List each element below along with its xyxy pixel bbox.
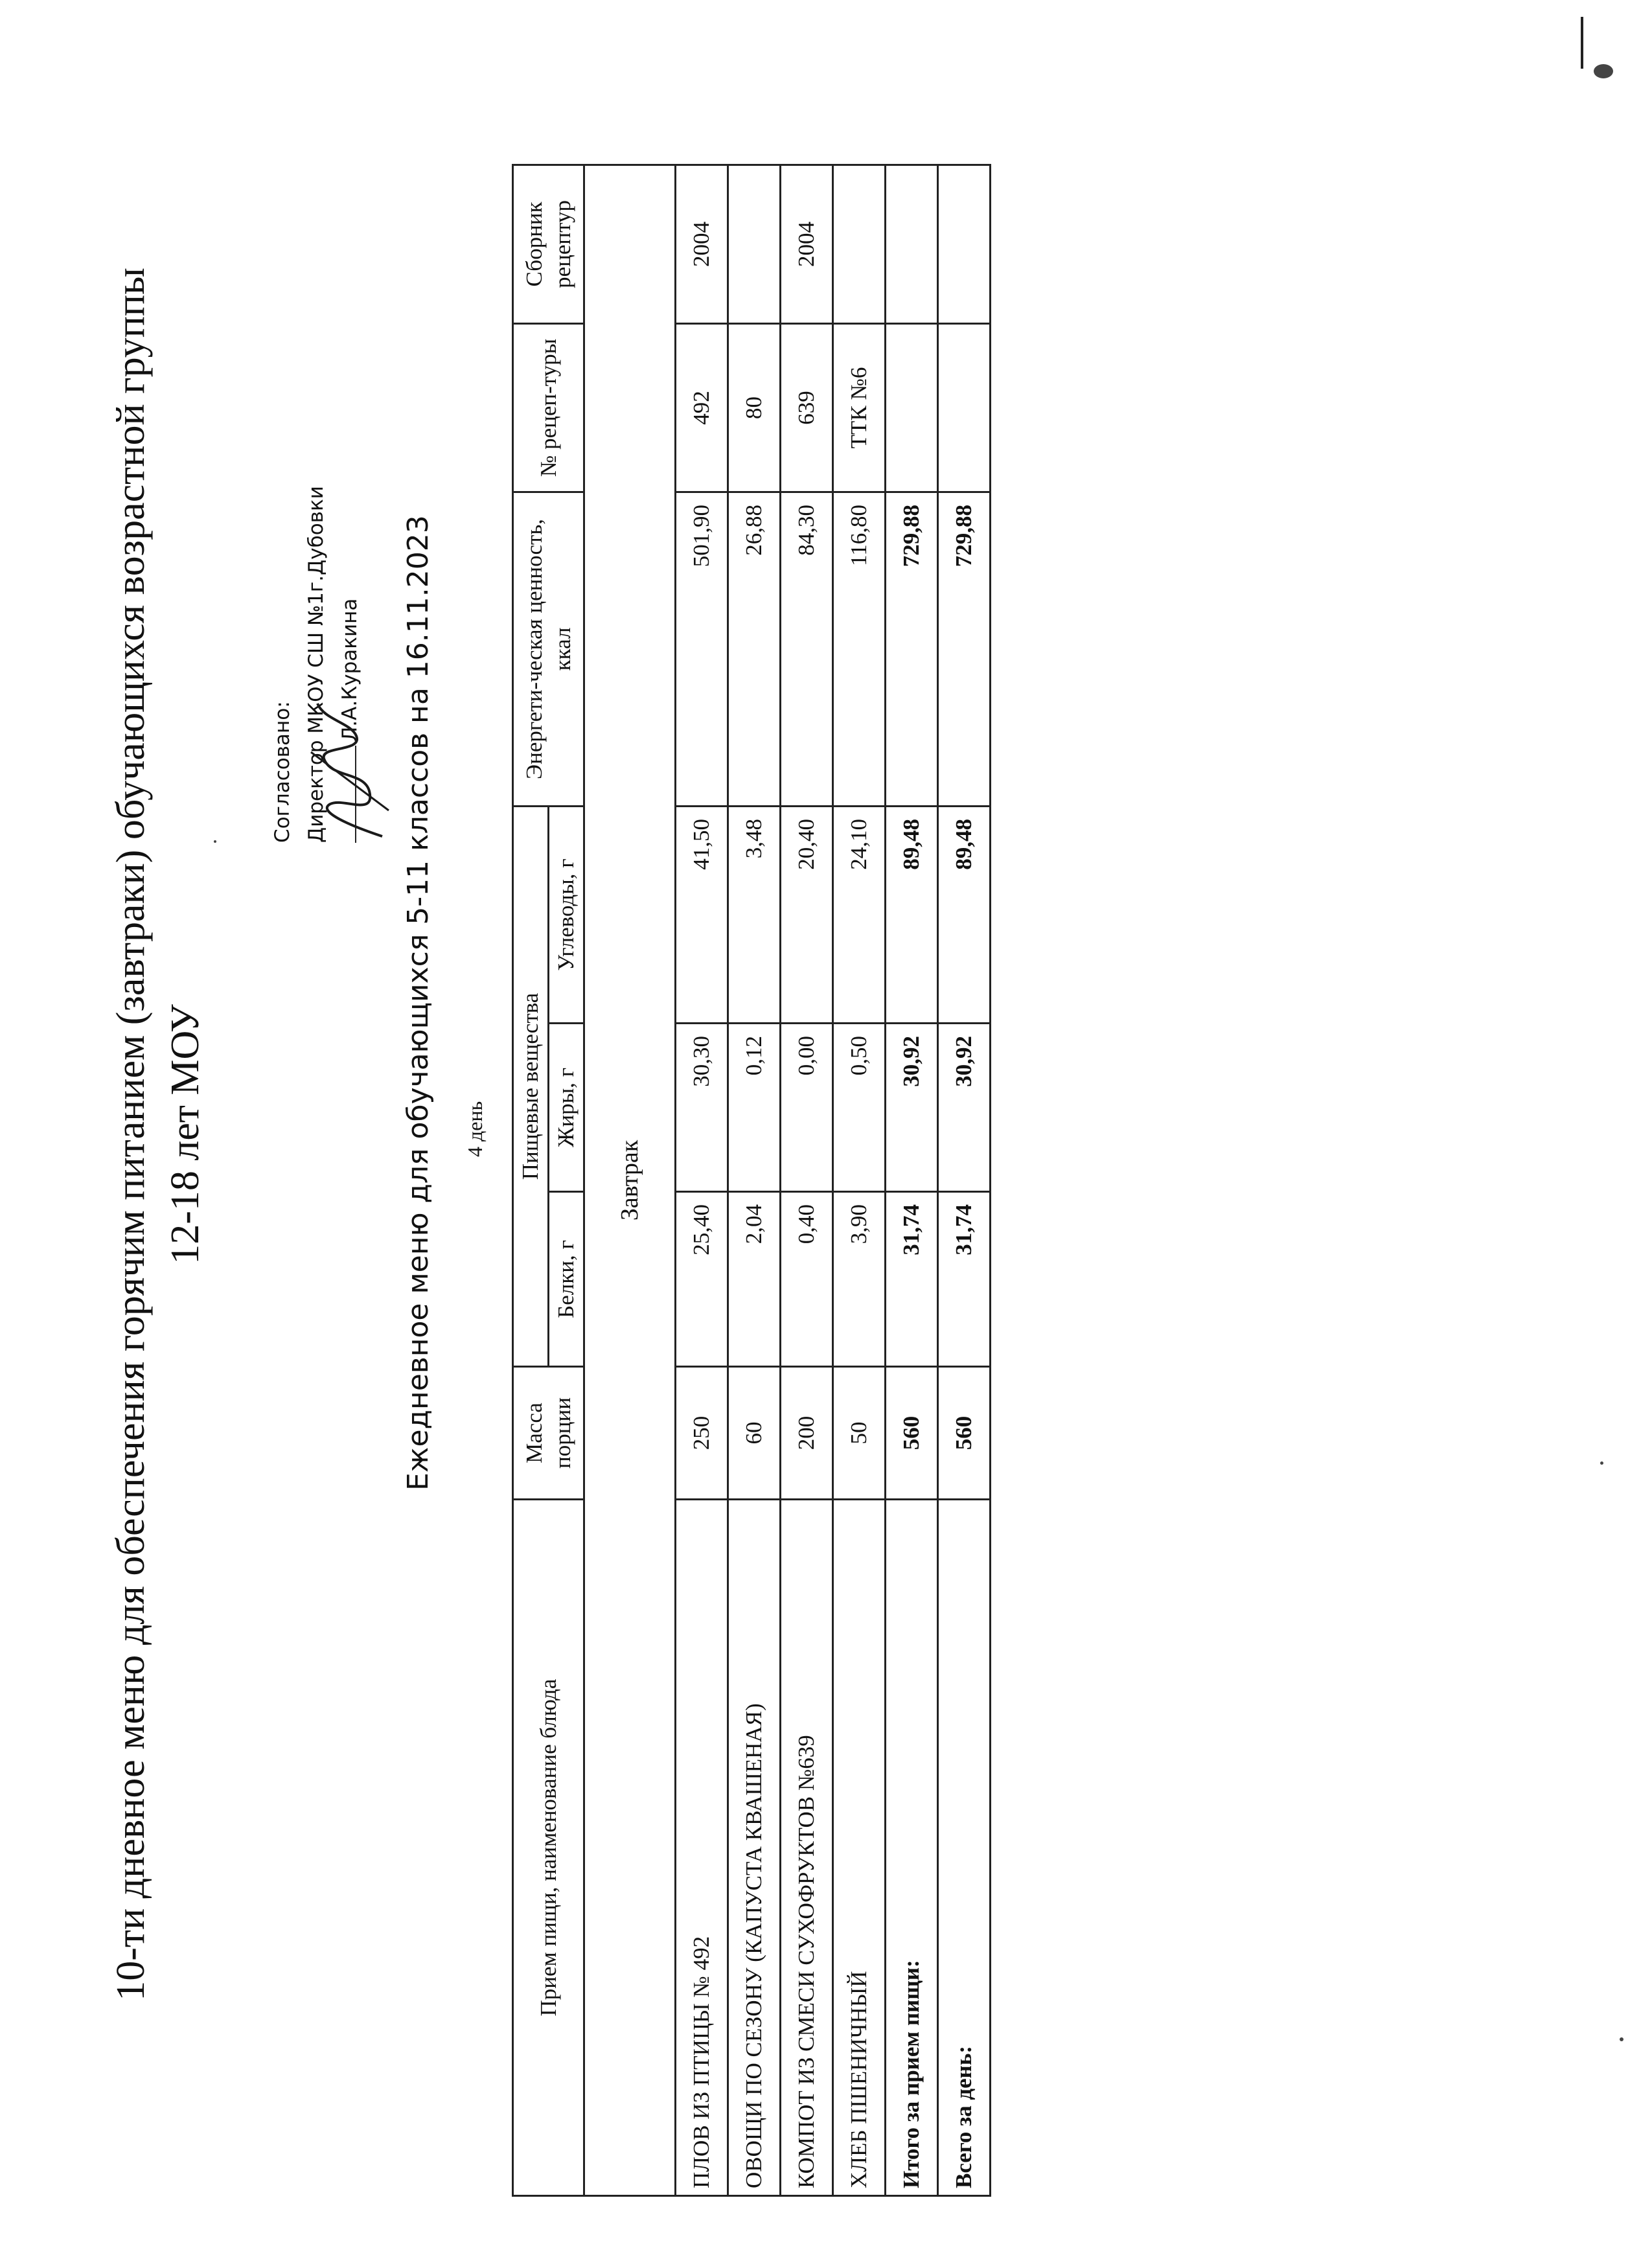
cell-energy: 729,88	[938, 492, 991, 806]
title-line-2: 12-18 лет МОУ	[163, 1004, 207, 1265]
cell-carbs: 41,50	[676, 806, 728, 1023]
table-row	[728, 165, 781, 2195]
cell-recipe	[938, 323, 991, 492]
cell-mass: 50	[833, 1367, 886, 1500]
approval-position: Директор МКОУ СШ №1г.Дубовки	[304, 486, 328, 843]
cell-protein: 0,40	[781, 1192, 833, 1367]
cell-fat: 0,50	[833, 1024, 886, 1192]
section-label: Завтрак	[584, 165, 676, 2195]
document-title	[104, 46, 212, 2223]
cell-carbs: 20,40	[781, 806, 833, 1023]
cell-mass: 60	[728, 1367, 781, 1500]
cell-carbs: 3,48	[728, 806, 781, 1023]
cell-recipe: 80	[728, 323, 781, 492]
table-row	[676, 165, 728, 2195]
cell-recipe: 492	[676, 323, 728, 492]
section-row	[584, 165, 676, 2195]
cell-protein: 31,74	[886, 1192, 938, 1367]
cell-mass: 560	[938, 1367, 991, 1500]
cell-recipe	[886, 323, 938, 492]
approval-signer: Л.А.Куракина	[338, 598, 361, 742]
header-protein: Белки, г	[549, 1192, 584, 1367]
header-fat: Жиры, г	[549, 1024, 584, 1192]
cell-energy: 116,80	[833, 492, 886, 806]
header-nutrients: Пищевые вещества	[513, 806, 549, 1366]
cell-mass: 200	[781, 1367, 833, 1500]
cell-fat: 0,00	[781, 1024, 833, 1192]
cell-protein: 3,90	[833, 1192, 886, 1367]
title-line-1: 10-ти дневное меню для обеспечения горячим питанием (завтраки) обучающихся возрастной группы	[109, 268, 153, 2001]
cell-carbs: 89,48	[938, 806, 991, 1023]
cell-mass: 560	[886, 1367, 938, 1500]
header-collection: Сборник рецептур	[513, 165, 584, 323]
cell-recipe: ТТК №6	[833, 323, 886, 492]
cell-fat: 30,92	[938, 1024, 991, 1192]
scan-speck	[1600, 1461, 1603, 1465]
cell-mass: 250	[676, 1367, 728, 1500]
cell-collection	[886, 165, 938, 323]
approval-label: Согласовано:	[271, 701, 294, 843]
cell-energy: 84,30	[781, 492, 833, 806]
cell-energy: 26,88	[728, 492, 781, 806]
cell-protein: 25,40	[676, 1192, 728, 1367]
cell-name: ПЛОВ ИЗ ПТИЦЫ № 492	[676, 1500, 728, 2196]
cell-collection: 2004	[781, 165, 833, 323]
cell-fat: 0,12	[728, 1024, 781, 1192]
cell-energy: 501,90	[676, 492, 728, 806]
cell-name: Итого за прием пищи:	[886, 1500, 938, 2196]
daily-menu-title: Ежедневное меню для обучающихся 5-11 классов на 16.11.2023	[402, 515, 435, 1491]
header-row-1	[513, 165, 549, 2195]
cell-fat: 30,92	[886, 1024, 938, 1192]
scan-speck	[214, 840, 216, 843]
total-row	[938, 165, 991, 2195]
header-meal: Прием пищи, наименование блюда	[513, 1500, 584, 2196]
cell-fat: 30,30	[676, 1024, 728, 1192]
header-energy: Энергети-ческая ценность, ккал	[513, 492, 584, 806]
cell-name: ОВОЩИ ПО СЕЗОНУ (КАПУСТА КВАШЕНАЯ)	[728, 1500, 781, 2196]
cell-energy: 729,88	[886, 492, 938, 806]
cell-protein: 2,04	[728, 1192, 781, 1367]
cell-carbs: 89,48	[886, 806, 938, 1023]
cell-protein: 31,74	[938, 1192, 991, 1367]
scan-edge-mark	[1581, 17, 1583, 69]
day-label: 4 день	[463, 1101, 487, 1157]
cell-collection	[938, 165, 991, 323]
scan-speck	[1594, 64, 1613, 78]
cell-name: Всего за день:	[938, 1500, 991, 2196]
table-row	[833, 165, 886, 2195]
cell-recipe: 639	[781, 323, 833, 492]
cell-collection	[833, 165, 886, 323]
signature-mark-icon	[304, 694, 402, 849]
header-recipe-no: № рецеп-туры	[513, 323, 584, 492]
cell-carbs: 24,10	[833, 806, 886, 1023]
header-mass: Масса порции	[513, 1367, 584, 1500]
cell-collection: 2004	[676, 165, 728, 323]
header-carbs: Углеводы, г	[549, 806, 584, 1023]
table-row	[781, 165, 833, 2195]
scan-speck	[1620, 2037, 1623, 2041]
cell-name: ХЛЕБ ПШЕНИЧНЫЙ	[833, 1500, 886, 2196]
menu-table	[512, 164, 991, 2197]
cell-name: КОМПОТ ИЗ СМЕСИ СУХОФРУКТОВ №639	[781, 1500, 833, 2196]
cell-collection	[728, 165, 781, 323]
subtotal-row	[886, 165, 938, 2195]
